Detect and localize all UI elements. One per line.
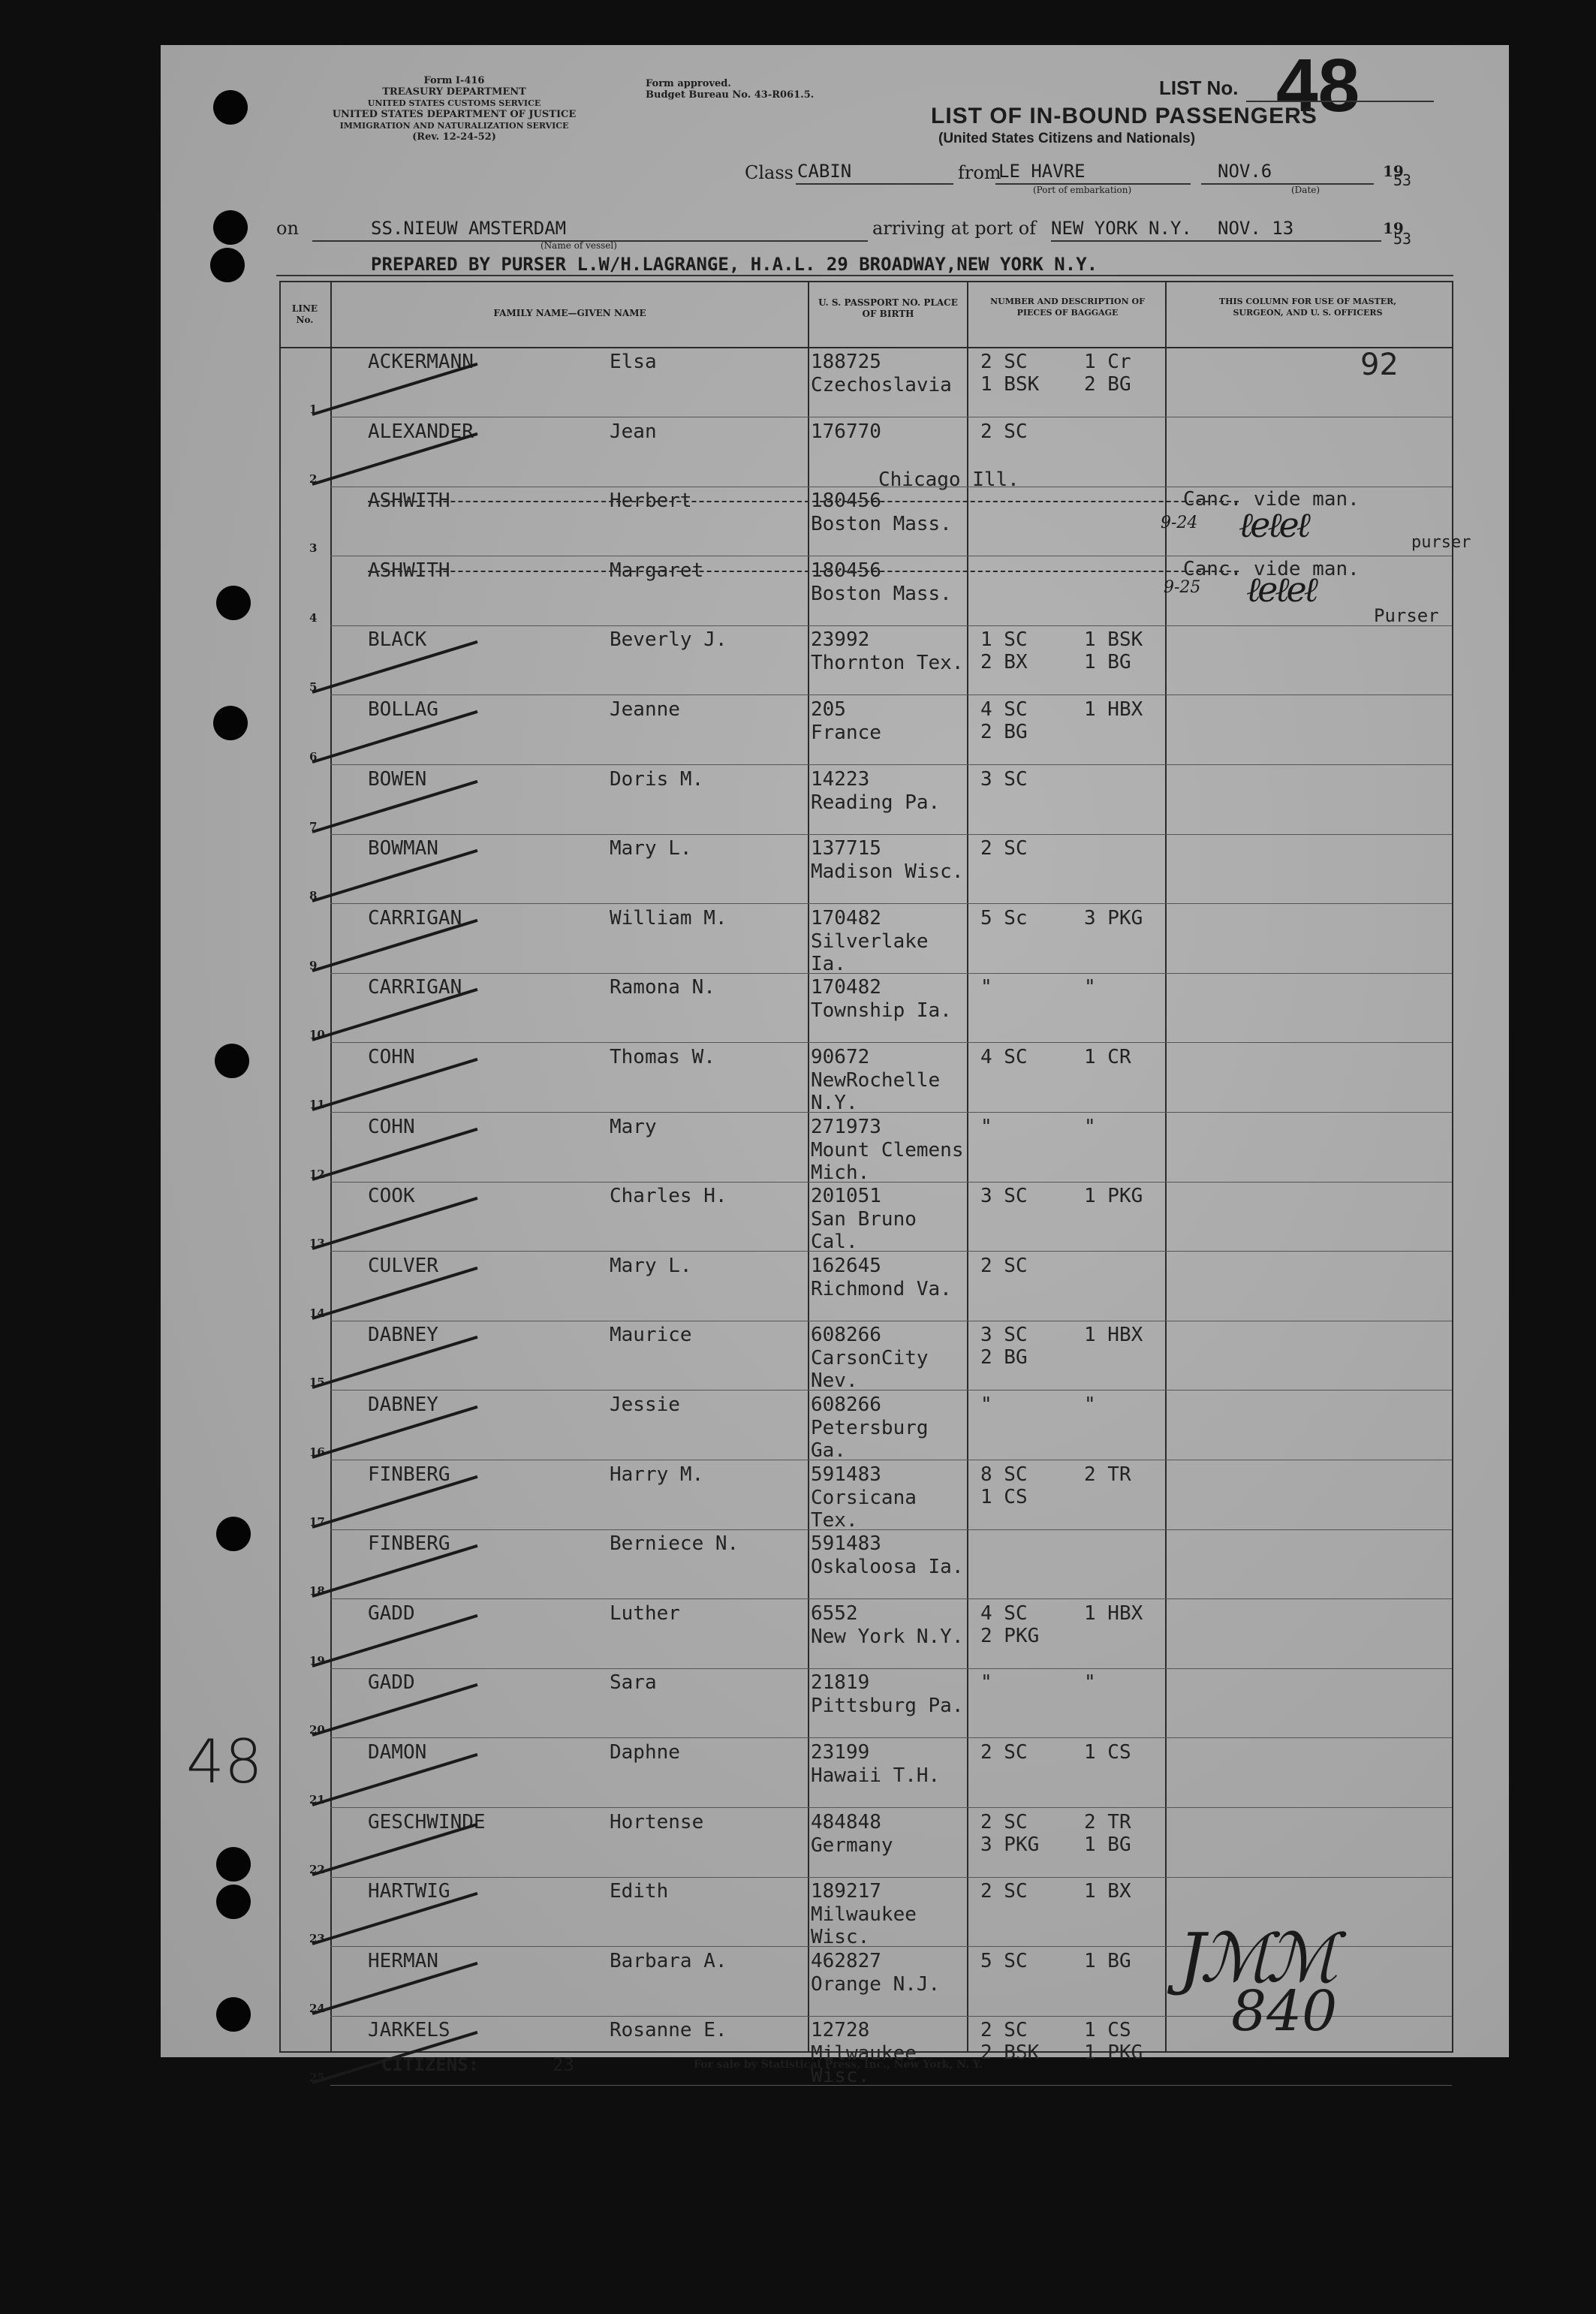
baggage-3: 1 HBX xyxy=(1084,1601,1143,1625)
family-name: CARRIGAN xyxy=(368,976,462,999)
place-of-birth: CarsonCity Nev. xyxy=(811,1347,929,1393)
baggage-2: 2 BX xyxy=(980,651,1028,674)
place-of-birth: Milwaukee Wisc. xyxy=(811,1903,917,1949)
passport-number: 176770 xyxy=(811,420,881,443)
baggage-1: 5 Sc xyxy=(980,906,1028,930)
family-name: GADD xyxy=(368,1671,415,1695)
baggage-1: 2 SC xyxy=(980,837,1028,860)
line-number: 13 xyxy=(309,1237,325,1251)
officer-note: Canc. vide man. xyxy=(1183,488,1360,511)
vessel-name: SS.NIEUW AMSTERDAM xyxy=(371,218,567,239)
given-name: Jessie xyxy=(610,1394,680,1416)
table-row xyxy=(279,1739,1453,1808)
line-number: 21 xyxy=(309,1793,325,1806)
baggage-2: 1 BSK xyxy=(980,373,1040,396)
form-agency-block xyxy=(278,75,631,143)
baggage-1: 2 SC xyxy=(980,420,1028,443)
family-name: COHN xyxy=(368,1046,415,1068)
cancel-strike-line xyxy=(368,571,1239,572)
line-number: 19 xyxy=(309,1653,325,1668)
place-of-birth: New York N.Y. xyxy=(811,1625,964,1648)
customs-service: UNITED STATES CUSTOMS SERVICE xyxy=(367,98,541,108)
punch-hole xyxy=(216,1517,251,1551)
list-number: 48 xyxy=(1276,44,1360,128)
line-number: 2 xyxy=(309,472,318,486)
table-row xyxy=(279,626,1453,695)
given-name: Mary xyxy=(610,1115,657,1138)
place-of-birth: Corsicana Tex. xyxy=(811,1486,917,1532)
inspector-number: 840 xyxy=(1231,1979,1338,2044)
passport-number: 188725 xyxy=(811,351,881,373)
baggage-3: 1 PKG xyxy=(1084,1185,1143,1208)
cancel-date-2: 9-25 xyxy=(1164,578,1201,597)
purser-note-2: Purser xyxy=(1374,605,1439,626)
baggage-4: 1 BG xyxy=(1084,651,1131,674)
passport-number: 90672 xyxy=(811,1046,870,1068)
place-of-birth: Orange N.J. xyxy=(811,1972,941,1996)
chicago-note: Chicago Ill. xyxy=(878,469,1019,491)
passport-number: 170482 xyxy=(811,906,881,930)
inspector-signature: Jℳℳ xyxy=(1179,1919,1333,1998)
passport-number: 23199 xyxy=(811,1741,870,1764)
line-number: 15 xyxy=(309,1375,325,1390)
table-row xyxy=(279,348,1453,417)
baggage-3: 1 CR xyxy=(1084,1046,1131,1068)
table-row xyxy=(279,1113,1453,1183)
baggage-3: 1 HBX xyxy=(1084,698,1143,721)
row-divider xyxy=(330,2085,1452,2086)
baggage-3: 1 BX xyxy=(1084,1880,1131,1903)
year-value: 53 xyxy=(1393,171,1412,189)
line-number: 7 xyxy=(309,819,318,833)
line-number: 1 xyxy=(309,402,318,416)
line-number: 5 xyxy=(309,680,318,695)
passport-number: 591483 xyxy=(811,1463,881,1486)
place-of-birth: Hawaii T.H. xyxy=(811,1764,941,1787)
baggage-1: 4 SC xyxy=(980,1601,1028,1625)
line-number: 8 xyxy=(309,889,318,903)
baggage-1: 4 SC xyxy=(980,698,1028,721)
baggage-3: " xyxy=(1084,1394,1096,1416)
document-title: LIST OF IN-BOUND PASSENGERS xyxy=(931,104,1317,128)
table-row xyxy=(279,1809,1453,1878)
passport-number: 170482 xyxy=(811,976,881,999)
punch-hole xyxy=(213,706,248,740)
place-of-birth: Reading Pa. xyxy=(811,791,941,814)
given-name: Elsa xyxy=(610,351,657,373)
family-name: GADD xyxy=(368,1601,415,1625)
col-header-line: LINE No. xyxy=(291,303,318,325)
given-name: Maurice xyxy=(610,1324,692,1347)
punch-hole xyxy=(215,1044,249,1078)
line-number: 20 xyxy=(309,1723,325,1737)
printer-footer: For sale by Statistical Press, Inc., New York, N. Y. xyxy=(694,2059,983,2071)
given-name: Rosanne E. xyxy=(610,2019,727,2042)
arrival-date: NOV. 13 xyxy=(1218,218,1294,239)
family-name: DABNEY xyxy=(368,1324,438,1347)
class-value: CABIN xyxy=(797,161,852,182)
family-name: COOK xyxy=(368,1185,415,1208)
passport-number: 21819 xyxy=(811,1671,870,1695)
given-name: Sara xyxy=(610,1671,657,1695)
punch-hole xyxy=(216,1885,251,1919)
margin-list-number: 48 xyxy=(186,1727,263,1797)
baggage-1: " xyxy=(980,976,992,999)
baggage-4: 1 BG xyxy=(1084,1833,1131,1856)
given-name: Edith xyxy=(610,1880,669,1903)
form-number: Form I-416 xyxy=(423,75,485,86)
given-name: Mary L. xyxy=(610,837,692,860)
line-number: 16 xyxy=(309,1445,325,1459)
document-subtitle: (United States Citizens and Nationals) xyxy=(938,131,1196,146)
passport-number: 462827 xyxy=(811,1949,881,1972)
table-top-border xyxy=(279,281,1453,282)
citizens-label: CITIZENS: xyxy=(381,2054,480,2075)
officer-note: Canc. vide man. xyxy=(1183,557,1360,580)
purser-note-1: purser xyxy=(1411,533,1471,552)
place-of-birth: France xyxy=(811,722,881,744)
family-name: JARKELS xyxy=(368,2019,450,2042)
family-name: ASHWITH xyxy=(368,490,450,513)
from-label: from xyxy=(958,162,1001,183)
arrival-port: NEW YORK N.Y. xyxy=(1051,218,1192,239)
passport-number: 162645 xyxy=(811,1254,881,1277)
given-name: Jean xyxy=(610,420,657,443)
baggage-3: 1 CS xyxy=(1084,1741,1131,1764)
given-name: Doris M. xyxy=(610,767,704,791)
punch-hole xyxy=(213,90,248,125)
baggage-1: 2 SC xyxy=(980,351,1028,373)
place-of-birth: Richmond Va. xyxy=(811,1277,952,1300)
baggage-2: 3 PKG xyxy=(980,1833,1040,1856)
passport-number: 189217 xyxy=(811,1880,881,1903)
baggage-1: " xyxy=(980,1394,992,1416)
treasury-dept: TREASURY DEPARTMENT xyxy=(382,86,526,98)
given-name: Thomas W. xyxy=(610,1046,715,1068)
baggage-1: " xyxy=(980,1115,992,1138)
baggage-3: " xyxy=(1084,976,1096,999)
year-prefix: 19 xyxy=(1383,162,1404,180)
passport-number: 180456 xyxy=(811,490,881,513)
col-header-passport: U. S. PASSPORT NO. PLACE OF BIRTH xyxy=(818,297,958,319)
budget-bureau: Budget Bureau No. 43-R061.5. xyxy=(646,89,815,101)
baggage-1: 2 SC xyxy=(980,1880,1028,1903)
baggage-1: 3 SC xyxy=(980,767,1028,791)
baggage-3: " xyxy=(1084,1115,1096,1138)
place-of-birth: Czechoslavia xyxy=(811,374,952,396)
port-caption: (Port of embarkation) xyxy=(1033,185,1132,195)
line-number: 12 xyxy=(309,1167,325,1181)
given-name: Harry M. xyxy=(610,1463,704,1486)
line-number: 22 xyxy=(309,1862,325,1876)
given-name: Ramona N. xyxy=(610,976,715,999)
given-name: Luther xyxy=(610,1601,680,1625)
revision: (Rev. 12-24-52) xyxy=(412,131,496,143)
from-value: LE HAVRE xyxy=(998,161,1086,182)
family-name: CULVER xyxy=(368,1254,438,1277)
line-number: 18 xyxy=(309,1584,325,1598)
punch-hole xyxy=(213,210,248,245)
place-of-birth: Madison Wisc. xyxy=(811,860,964,884)
line-number: 25 xyxy=(309,2071,325,2085)
baggage-1: 2 SC xyxy=(980,1810,1028,1833)
line-number: 10 xyxy=(309,1028,325,1042)
family-name: ACKERMANN xyxy=(368,351,474,373)
passport-number: 205 xyxy=(811,698,846,721)
family-name: HERMAN xyxy=(368,1949,438,1972)
given-name: Daphne xyxy=(610,1741,680,1764)
family-name: CARRIGAN xyxy=(368,906,462,930)
line-number: 23 xyxy=(309,1932,325,1946)
class-underline xyxy=(796,183,953,185)
family-name: COHN xyxy=(368,1115,415,1138)
given-name: Charles H. xyxy=(610,1185,727,1208)
line-number: 11 xyxy=(309,1098,325,1111)
baggage-3: 1 CS xyxy=(1084,2019,1131,2042)
family-name: BOLLAG xyxy=(368,698,438,721)
arrival-underline xyxy=(1051,240,1381,242)
place-of-birth: Mount Clemens Mich. xyxy=(811,1138,964,1184)
given-name: Jeanne xyxy=(610,698,680,721)
punch-hole xyxy=(216,1997,251,2032)
list-no-underline xyxy=(1246,101,1434,102)
form-approval xyxy=(646,78,814,101)
vessel-caption: (Name of vessel) xyxy=(541,240,617,251)
purser-signature-2: ℓeℓeℓ xyxy=(1246,569,1315,610)
place-of-birth: Oskaloosa Ia. xyxy=(811,1556,964,1579)
table-row xyxy=(279,696,1453,765)
passport-number: 484848 xyxy=(811,1810,881,1833)
baggage-1: 3 SC xyxy=(980,1185,1028,1208)
arriving-label: arriving at port of xyxy=(872,218,1037,239)
table-row xyxy=(279,1391,1453,1460)
baggage-3: 2 TR xyxy=(1084,1463,1131,1486)
line-number: 6 xyxy=(309,750,318,764)
baggage-1: 5 SC xyxy=(980,1949,1028,1972)
family-name: GESCHWINDE xyxy=(368,1810,486,1833)
line-number: 14 xyxy=(309,1306,325,1320)
baggage-1: 2 SC xyxy=(980,1254,1028,1277)
table-row xyxy=(279,1321,1453,1391)
passport-number: 271973 xyxy=(811,1115,881,1138)
family-name: BOWMAN xyxy=(368,837,438,860)
baggage-3: 1 HBX xyxy=(1084,1324,1143,1347)
passport-number: 6552 xyxy=(811,1601,858,1625)
place-of-birth: Boston Mass. xyxy=(811,582,952,605)
table-row xyxy=(279,766,1453,835)
list-no-label: LIST No. xyxy=(1159,77,1239,99)
baggage-1: 3 SC xyxy=(980,1324,1028,1347)
baggage-1: 1 SC xyxy=(980,628,1028,652)
place-of-birth: NewRochelle N.Y. xyxy=(811,1069,941,1114)
baggage-2: 2 PKG xyxy=(980,1624,1040,1647)
passport-number: 14223 xyxy=(811,767,870,791)
col-header-officers: THIS COLUMN FOR USE OF MASTER, SURGEON, AND U. S. OFFICERS xyxy=(1218,297,1397,318)
table-row xyxy=(279,974,1453,1043)
baggage-1: 8 SC xyxy=(980,1463,1028,1486)
citizens-count: 23 xyxy=(553,2054,574,2075)
passport-number: 137715 xyxy=(811,837,881,860)
baggage-3: " xyxy=(1084,1671,1096,1695)
family-name: DAMON xyxy=(368,1741,427,1764)
line-number: 9 xyxy=(309,958,318,972)
on-label: on xyxy=(276,218,299,239)
baggage-2: 2 BSK xyxy=(980,2041,1040,2065)
passport-number: 23992 xyxy=(811,628,870,652)
place-of-birth: Petersburg Ga. xyxy=(811,1417,929,1462)
date-underline xyxy=(1201,183,1374,185)
baggage-2: 2 BG xyxy=(980,721,1028,743)
baggage-4: 1 PKG xyxy=(1084,2041,1143,2065)
place-of-birth: Pittsburg Pa. xyxy=(811,1695,964,1718)
justice-dept: UNITED STATES DEPARTMENT OF JUSTICE xyxy=(332,109,577,120)
officer-note: 92 xyxy=(1360,348,1399,382)
prepared-underline xyxy=(276,275,1453,276)
table-row xyxy=(279,1669,1453,1738)
place-of-birth: Thornton Tex. xyxy=(811,652,964,675)
table-row xyxy=(279,1252,1453,1321)
place-of-birth: Boston Mass. xyxy=(811,513,952,536)
passport-number: 608266 xyxy=(811,1324,881,1347)
cancel-date-1: 9-24 xyxy=(1161,514,1198,532)
line-number: 17 xyxy=(309,1514,325,1529)
family-name: FINBERG xyxy=(368,1463,450,1486)
family-name: HARTWIG xyxy=(368,1880,450,1903)
given-name: Mary L. xyxy=(610,1254,692,1277)
line-number: 24 xyxy=(309,2001,325,2015)
table-row xyxy=(279,1461,1453,1530)
baggage-4: 2 BG xyxy=(1084,373,1131,396)
embark-date: NOV.6 xyxy=(1218,161,1272,182)
place-of-birth: Silverlake Ia. xyxy=(811,930,929,975)
place-of-birth: Milwaukee Wisc. xyxy=(811,2042,917,2088)
arrival-year: 53 xyxy=(1393,230,1412,248)
passport-number: 608266 xyxy=(811,1394,881,1416)
passport-number: 180456 xyxy=(811,559,881,582)
line-number: 3 xyxy=(309,541,318,556)
table-row xyxy=(279,1183,1453,1252)
place-of-birth: Township Ia. xyxy=(811,999,952,1023)
line-number: 4 xyxy=(309,610,318,625)
baggage-2: 1 CS xyxy=(980,1485,1028,1508)
punch-hole xyxy=(216,1847,251,1882)
table-row xyxy=(279,1600,1453,1669)
prepared-by: PREPARED BY PURSER L.W/H.LAGRANGE, H.A.L. 29 BROADWAY,NEW YORK N.Y. xyxy=(371,254,1098,275)
class-label: Class xyxy=(745,162,793,183)
place-of-birth: San Bruno Cal. xyxy=(811,1208,917,1254)
baggage-2: 2 BG xyxy=(980,1346,1028,1369)
passport-number: 12728 xyxy=(811,2019,870,2042)
baggage-3: 3 PKG xyxy=(1084,906,1143,930)
given-name: Herbert xyxy=(610,490,692,513)
baggage-3: 1 BG xyxy=(1084,1949,1131,1972)
baggage-3: 1 Cr xyxy=(1084,351,1131,373)
col-header-name: FAMILY NAME—GIVEN NAME xyxy=(493,308,646,318)
family-name: BLACK xyxy=(368,628,427,652)
form-approved: Form approved. xyxy=(646,78,731,89)
passport-number: 591483 xyxy=(811,1532,881,1556)
given-name: Margaret xyxy=(610,559,704,582)
place-of-birth: Germany xyxy=(811,1833,893,1857)
given-name: Hortense xyxy=(610,1810,704,1833)
family-name: DABNEY xyxy=(368,1394,438,1416)
baggage-3: 2 TR xyxy=(1084,1810,1131,1833)
purser-signature-1: ℓeℓeℓ xyxy=(1239,505,1308,545)
family-name: ALEXANDER xyxy=(368,420,474,443)
col-header-baggage: NUMBER AND DESCRIPTION OF PIECES OF BAGGAGE xyxy=(990,297,1145,318)
given-name: Berniece N. xyxy=(610,1532,739,1556)
baggage-1: 2 SC xyxy=(980,2019,1028,2042)
baggage-1: 4 SC xyxy=(980,1046,1028,1068)
table-row xyxy=(279,835,1453,904)
family-name: BOWEN xyxy=(368,767,427,791)
punch-hole xyxy=(216,586,251,620)
table-row xyxy=(279,1044,1453,1113)
baggage-1: 2 SC xyxy=(980,1741,1028,1764)
table-row xyxy=(279,418,1453,487)
date-caption: (Date) xyxy=(1291,185,1320,195)
baggage-1: " xyxy=(980,1671,992,1695)
ins-service: IMMIGRATION AND NATURALIZATION SERVICE xyxy=(339,121,569,131)
given-name: William M. xyxy=(610,906,727,930)
family-name: ASHWITH xyxy=(368,559,450,582)
table-row xyxy=(279,905,1453,974)
punch-hole xyxy=(210,248,245,282)
passport-number: 201051 xyxy=(811,1185,881,1208)
table-row xyxy=(279,1530,1453,1599)
arrival-year-prefix: 19 xyxy=(1383,219,1404,237)
baggage-3: 1 BSK xyxy=(1084,628,1143,652)
cancel-strike-line xyxy=(368,501,1239,502)
family-name: FINBERG xyxy=(368,1532,450,1556)
given-name: Barbara A. xyxy=(610,1949,727,1972)
given-name: Beverly J. xyxy=(610,628,727,652)
